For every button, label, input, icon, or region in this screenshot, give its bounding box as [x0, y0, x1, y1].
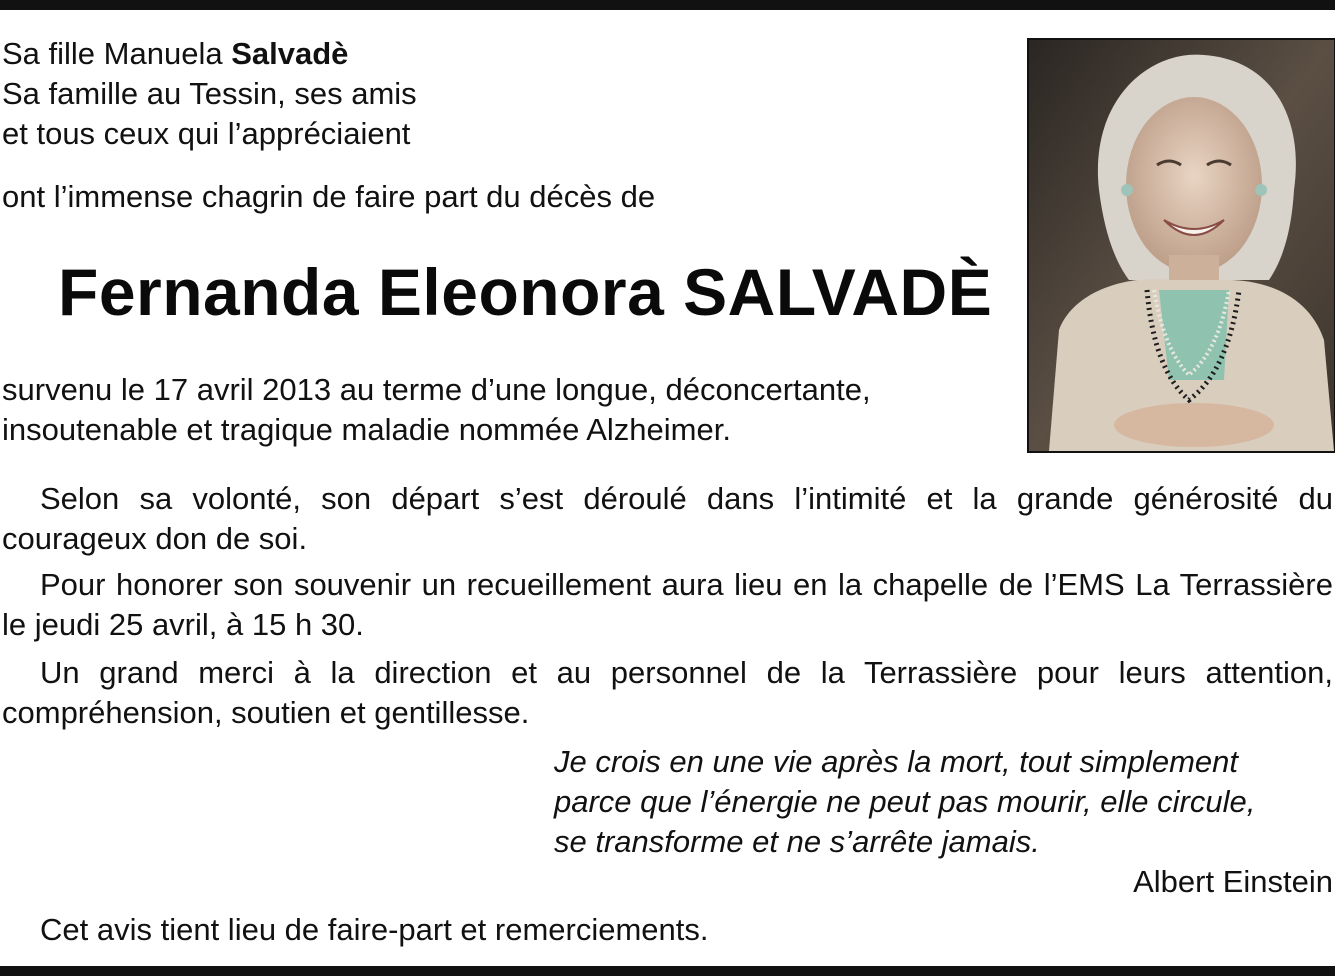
intro-line-1-prefix: Sa fille Manuela	[2, 36, 223, 71]
announcement-text: ont l’immense chagrin de faire part du décès de	[2, 179, 656, 214]
family-intro	[2, 34, 417, 154]
intro-line-1-surname: Salvadè	[231, 36, 349, 71]
quote-line-1: Je crois en une vie après la mort, tout simplement	[554, 744, 1239, 779]
top-rule	[0, 0, 1335, 10]
quote-author: Albert Einstein	[1133, 864, 1333, 899]
deceased-name: Fernanda Eleonora SALVADÈ	[58, 255, 993, 329]
portrait-image	[1029, 40, 1334, 451]
circumstances-line-1: survenu le 17 avril 2013 au terme d’une longue, déconcertante,	[2, 372, 871, 407]
paragraph-thanks: Un grand merci à la direction et au personnel de la Terrassière pour leurs attention, compréhension, soutien et gentillesse.	[2, 655, 1333, 730]
intro-line-3: et tous ceux qui l’appréciaient	[2, 116, 411, 151]
quote-line-3: se transforme et ne s’arrête jamais.	[554, 824, 1040, 859]
intro-line-1	[2, 34, 417, 74]
paragraph-farewell: Selon sa volonté, son départ s’est déroulé dans l’intimité et la grande générosité du courageux don de soi.	[2, 481, 1333, 556]
paragraph-ceremony: Pour honorer son souvenir un recueillement aura lieu en la chapelle de l’EMS La Terrassière le jeudi 25 avril, à 15 h 30.	[2, 567, 1333, 642]
death-circumstances	[2, 370, 1002, 450]
bottom-rule	[0, 966, 1335, 976]
quote-line-2: parce que l’énergie ne peut pas mourir, elle circule,	[554, 784, 1256, 819]
closing-note: Cet avis tient lieu de faire-part et remerciements.	[40, 912, 709, 947]
einstein-quote	[554, 742, 1255, 862]
intro-line-2: Sa famille au Tessin, ses amis	[2, 76, 417, 111]
portrait-photo	[1027, 38, 1335, 453]
circumstances-line-2: insoutenable et tragique maladie nommée Alzheimer.	[2, 412, 731, 447]
